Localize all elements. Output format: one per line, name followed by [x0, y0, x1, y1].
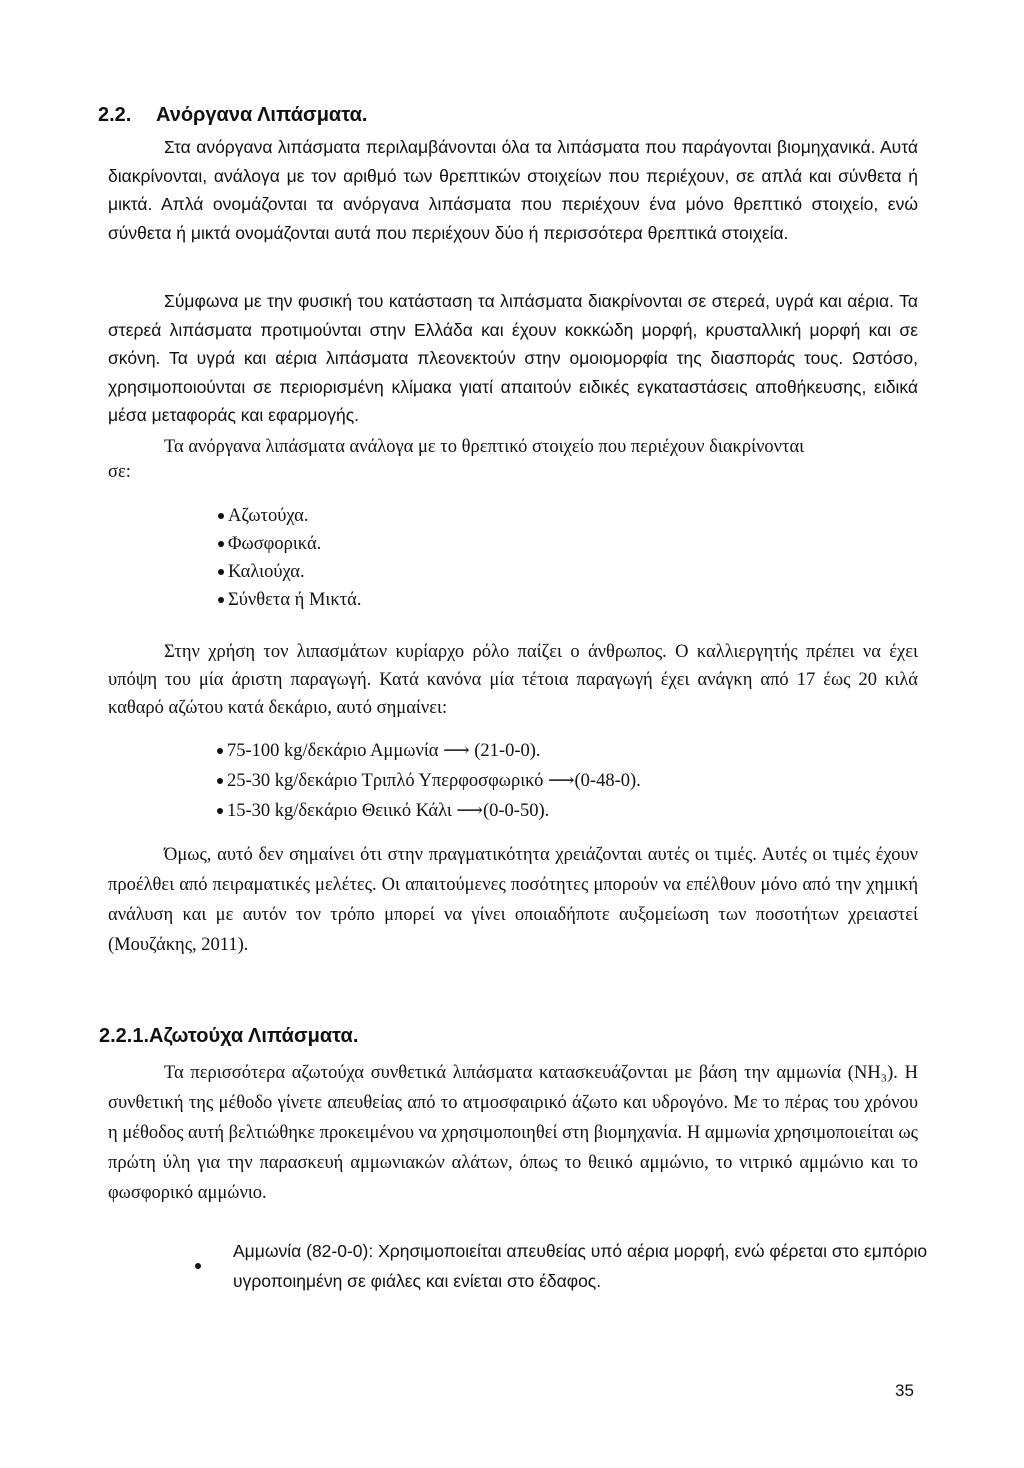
section-title: Αζωτούχα Λιπάσματα. [149, 1025, 359, 1047]
paragraph [108, 1058, 918, 1208]
paragraph-continuation: σε: [108, 462, 131, 482]
list-item: Καλιούχα. [218, 558, 361, 586]
paragraph-text: Σύμφωνα με την φυσική του κατάσταση τα λιπάσματα διακρίνονται σε στερεά, υγρά και αέρια. Τα στερεά λιπάσματα προτιμούνται στην Ελλάδα και έχουν κοκκώδη μορφή, κρυσταλλική μορφή και σε σκόνη. Τα υγρά και αέρια λιπάσματα πλεονεκτούν στην ομοιομορφία της διασποράς τους. Ωστόσο, χρησιμοποιούνται σε περιορισμένη κλίμακα γιατί απαιτούν ειδικές εγκαταστάσεις αποθήκευσης, ειδικά μέσα μεταφοράς και εφαρμογής. [108, 291, 918, 425]
list-item: Αζωτούχα. [218, 502, 361, 530]
paragraph [108, 287, 918, 430]
paragraph-text: Τα περισσότερα αζωτούχα συνθετικά λιπάσματα κατασκευάζονται με βάση την αμμωνία (NH₃). Η συνθετική της μέθοδο γίνετε απευθείας από το ατμοσφαιρικό άζωτο και υδρογόνο. Με το πέρας του χρόνου η μέθοδος αυτή βελτιώθηκε προκειμένου να χρησιμοποιηθεί στη βιομηχανία. Η αμμωνία χρησιμοποιείται ως πρώτη ύλη για την παρασκευή αμμωνιακών αλάτων, όπως το θειικό αμμώνιο, το νιτρικό αμμώνιο και το φωσφορικό αμμώνιο. [108, 1063, 918, 1203]
list-item: 15-30 kg/δεκάριο Θειικό Κάλι ⟶(0-0-50). [217, 796, 641, 826]
paragraph-text: Στην χρήση τον λιπασμάτων κυρίαρχο ρόλο παίζει ο άνθρωπος. Ο καλλιεργητής πρέπει να έχει υπόψη του μία άριστη παραγωγή. Κατά κανόνα μία τέτοια παραγωγή έχει ανάγκη από 17 έως 20 κιλά καθαρό αζώτου κατά δεκάριο, αυτό σημαίνει: [108, 642, 918, 718]
ammonia-list [195, 1236, 933, 1296]
list-item: 25-30 kg/δεκάριο Τριπλό Υπερφοσφωρικό ⟶(0-48-0). [217, 766, 641, 796]
paragraph [108, 840, 918, 960]
paragraph [108, 133, 918, 247]
paragraph-text: Τα ανόργανα λιπάσματα ανάλογα με το θρεπτικό στοιχείο που περιέχουν διακρίνονται [164, 437, 805, 457]
paragraph-text: Στα ανόργανα λιπάσματα περιλαμβάνονται όλα τα λιπάσματα που παράγονται βιομηχανικά. Αυτά διακρίνονται, ανάλογα με τον αριθμό των θρεπτικών στοιχείων που περιέχουν, σε απλά και σύνθετα ή μικτά. Απλά ονομάζονται τα ανόργανα λιπάσματα που περιέχουν ένα μόνο θρεπτικό στοιχείο, ενώ σύνθετα ή μικτά ονομάζονται αυτά που περιέχουν δύο ή περισσότερα θρεπτικά στοιχεία. [108, 137, 918, 243]
section-number: 2.2. [98, 104, 132, 126]
section-heading-2-2 [98, 104, 367, 127]
list-item: Σύνθετα ή Μικτά. [218, 586, 361, 614]
paragraph [108, 433, 918, 462]
section-heading-2-2-1 [99, 1025, 358, 1048]
section-title: Ανόργανα Λιπάσματα. [156, 104, 368, 126]
paragraph-text: Όμως, αυτό δεν σημαίνει ότι στην πραγματικότητα χρειάζονται αυτές οι τιμές. Αυτές οι τιμές έχουν προέλθει από πειραματικές μελέτες. Οι απαιτούμενες ποσότητες μπορούν να επέλθουν μόνο από την χημική ανάλυση και με αυτόν τον τρόπο μπορεί να γίνει οποιαδήποτε αυξομείωση των ποσοτήτων χρειαστεί (Μουζάκης, 2011). [108, 845, 918, 955]
paragraph [108, 638, 918, 722]
list-item: 75-100 kg/δεκάριο Αμμωνία ⟶ (21-0-0). [217, 736, 641, 766]
list-item: Φωσφορικά. [218, 530, 361, 558]
page-number: 35 [895, 1381, 914, 1400]
list-item: Αμμωνία (82-0-0): Χρησιμοποιείται απευθείας υπό αέρια μορφή, ενώ φέρεται στο εμπόριο υγροποιημένη σε φιάλες και ενίεται στο έδαφος. [195, 1236, 933, 1296]
nitrogen-requirements-list [217, 736, 641, 826]
section-number: 2.2.1. [99, 1025, 150, 1047]
fertilizer-types-list [218, 502, 361, 614]
